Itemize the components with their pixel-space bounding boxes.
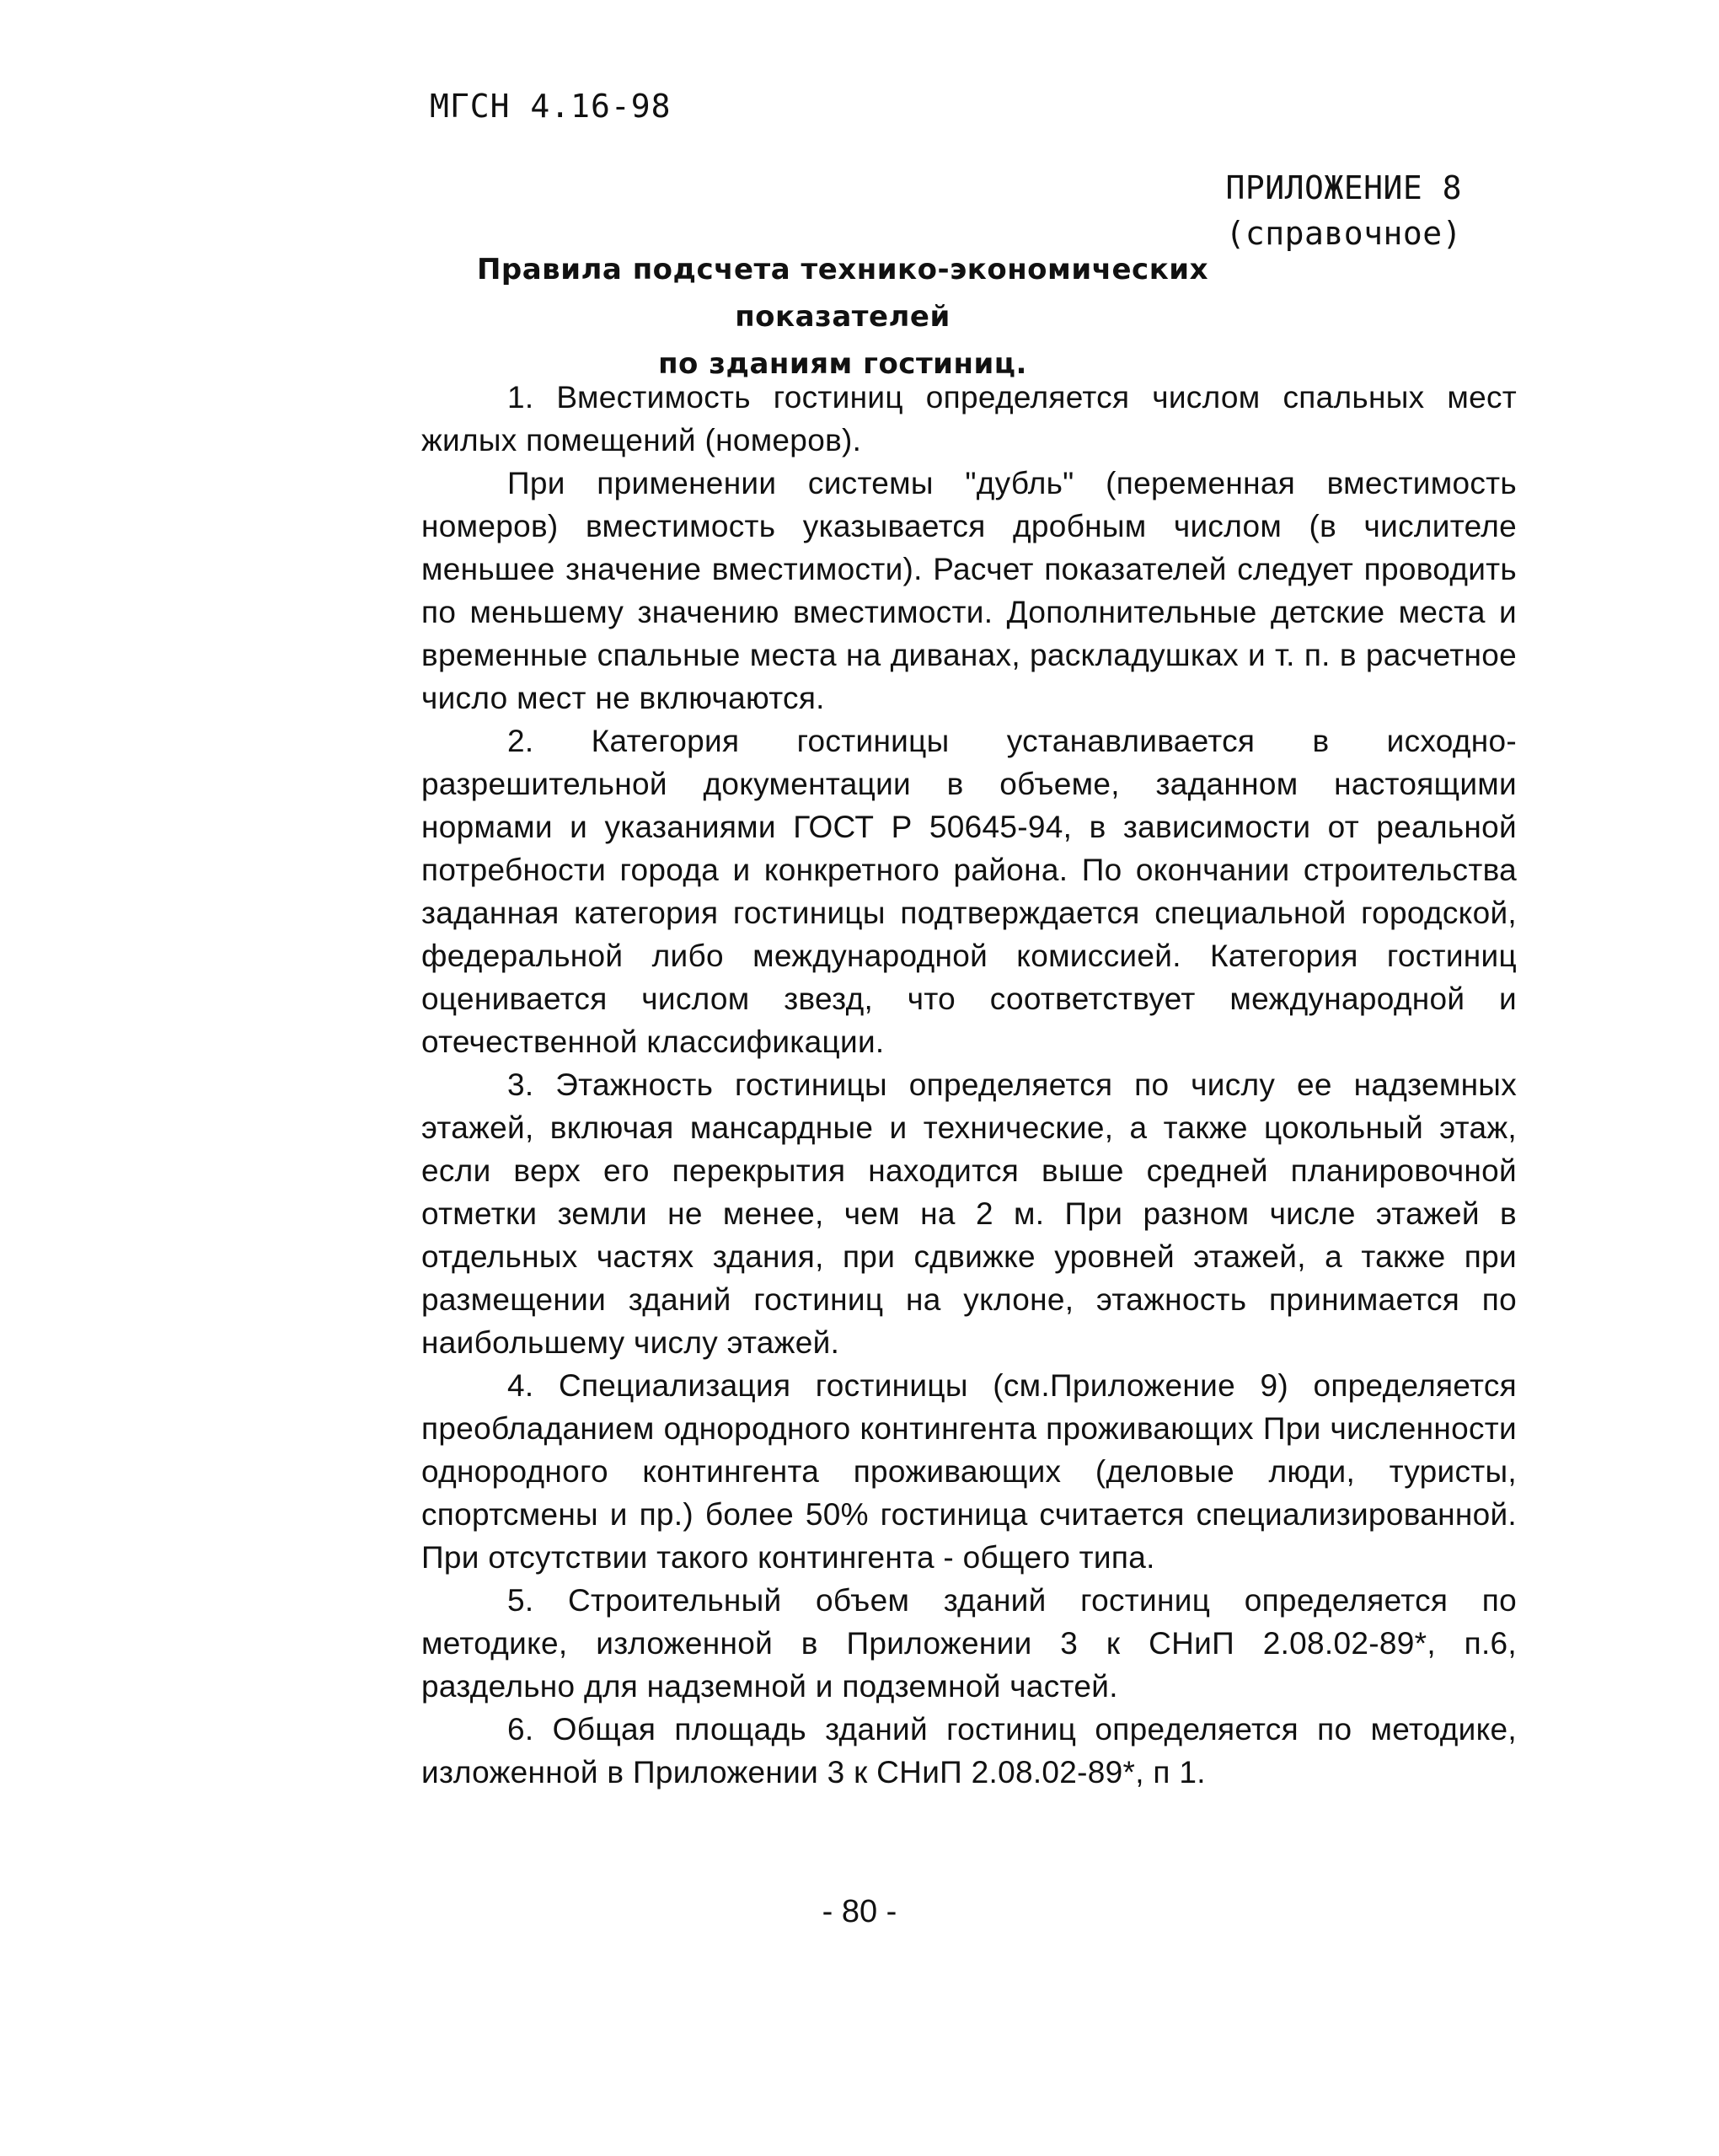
title-line-2: по зданиям гостиниц.: [658, 347, 1027, 381]
paragraph-1-continued: При применении системы "дубль" (переменная вместимость номеров) вместимость указывается дробным числом (в числителе меньшее значение вместимости). Расчет показателей следует проводить по меньшему значению вместимости. Дополнительные детские места и временные спальные места на диванах, раскладушках и т. п. в расчетное число мест не включаются.: [421, 466, 1517, 715]
document-code: МГСН 4.16-98: [430, 88, 672, 125]
paragraph-6: 6. Общая площадь зданий гостиниц определяется по методике, изложенной в Приложении 3 к СНиП 2.08.02-89*, п 1.: [421, 1712, 1517, 1790]
appendix-header: [1225, 165, 1462, 256]
paragraph-4: 4. Специализация гостиницы (см.Приложение 9) определяется преобладанием однородного контингента проживающих При численности однородного контингента проживающих (деловые люди, туристы, спортсмены и пр.) более 50% гостиница считается специализированной. При отсутствии такого контингента - общего типа.: [421, 1368, 1517, 1575]
page-title: [421, 246, 1264, 388]
appendix-note: (справочное): [1225, 215, 1462, 252]
page-number: - 80 -: [822, 1894, 897, 1929]
body-text: [421, 376, 1517, 1794]
paragraph-3: 3. Этажность гостиницы определяется по числу ее надземных этажей, включая мансардные и технические, а также цокольный этаж, если верх его перекрытия находится выше средней планировочной отметки земли не менее, чем на 2 м. При разном числе этажей в отдельных частях здания, при сдвижке уровней этажей, а также при размещении зданий гостиниц на уклоне, этажность принимается по наибольшему числу этажей.: [421, 1067, 1517, 1360]
title-line-1: Правила подсчета технико-экономических показателей: [476, 253, 1209, 334]
paragraph-2: 2. Категория гостиницы устанавливается в исходно-разрешительной документации в объеме, заданном настоящими нормами и указаниями ГОСТ Р 50645-94, в зависимости от реальной потребности города и конкретного района. По окончании строительства заданная категория гостиницы подтверждается специальной городской, федеральной либо международной комиссией. Категория гостиниц оценивается числом звезд, что соответствует международной и отечественной классификации.: [421, 724, 1517, 1059]
paragraph-1: 1. Вместимость гостиниц определяется числом спальных мест жилых помещений (номеров).: [421, 380, 1517, 457]
appendix-label: ПРИЛОЖЕНИЕ 8: [1225, 169, 1462, 206]
paragraph-5: 5. Строительный объем зданий гостиниц определяется по методике, изложенной в Приложении 3 к СНиП 2.08.02-89*, п.6, раздельно для надземной и подземной частей.: [421, 1583, 1517, 1704]
